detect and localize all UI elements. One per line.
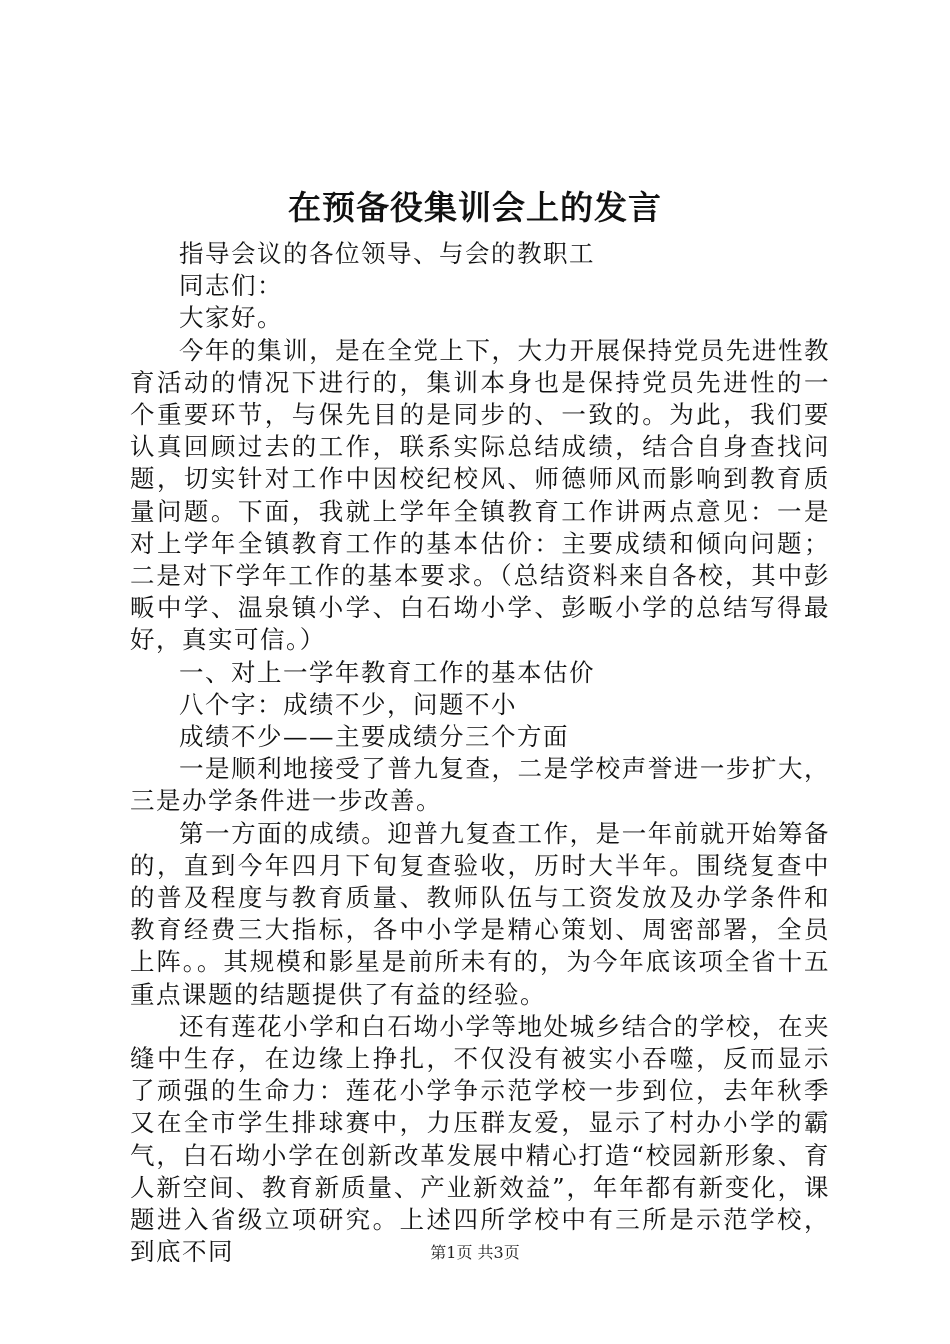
salutation-line: 指导会议的各位领导、与会的教职工 [179,239,595,268]
body-paragraph: 第一方面的成绩。迎普九复查工作，是一年前就开始筹备的，直到今年四月下旬复查验收，历时大半年。围绕复查中的普及程度与教育质量、教师队伍与工资发放及办学条件和教育经费三大指标，各中小学是精心策划、周密部署，全员上阵。。其规模和影星是前所未有的，为今年底该项全省十五重点课题的结题提供了有益的经验。 [130,818,830,1009]
subsection-line: 成绩不少——主要成绩分三个方面 [179,722,569,752]
document-body [130,238,830,1269]
greeting-line: 大家好。 [179,303,283,333]
summary-line: 八个字：成绩不少，问题不小 [179,689,517,719]
page-number-footer: 第1页 共3页 [430,1243,520,1262]
body-paragraph: 今年的集训，是在全党上下，大力开展保持党员先进性教育活动的情况下进行的，集训本身也是保持党员先进性的一个重要环节，与保先目的是同步的、一致的。为此，我们要认真回顾过去的工作，联系实际总结成绩，结合自身查找问题，切实针对工作中因校纪校风、师德师风而影响到教育质量问题。下面，我就上学年全镇教育工作讲两点意见：一是对上学年全镇教育工作的基本估价：主要成绩和倾向问题；二是对下学年工作的基本要求。（总结资料来自各校，其中彭畈中学、温泉镇小学、白石坳小学、彭畈小学的总结写得最好，真实可信。） [130,335,830,655]
section-heading: 一、对上一学年教育工作的基本估价 [179,657,595,687]
body-paragraph: 一是顺利地接受了普九复查，二是学校声誉进一步扩大，三是办学条件进一步改善。 [130,754,830,816]
body-paragraph: 还有莲花小学和白石坳小学等地处城乡结合的学校，在夹缝中生存，在边缘上挣扎，不仅没有被实小吞噬，反而显示了顽强的生命力：莲花小学争示范学校一步到位，去年秋季又在全市学生排球赛中，力压群友爱，显示了村办小学的霸气，白石坳小学在创新改革发展中精心打造“校园新形象、育人新空间、教育新质量、产业新效益”，年年都有新变化，课题进入省级立项研究。上述四所学校中有三所是示范学校，到底不同 [130,1011,830,1267]
document-title: 在预备役集训会上的发言 [288,188,662,227]
salutation-comrades: 同志们： [179,271,283,301]
